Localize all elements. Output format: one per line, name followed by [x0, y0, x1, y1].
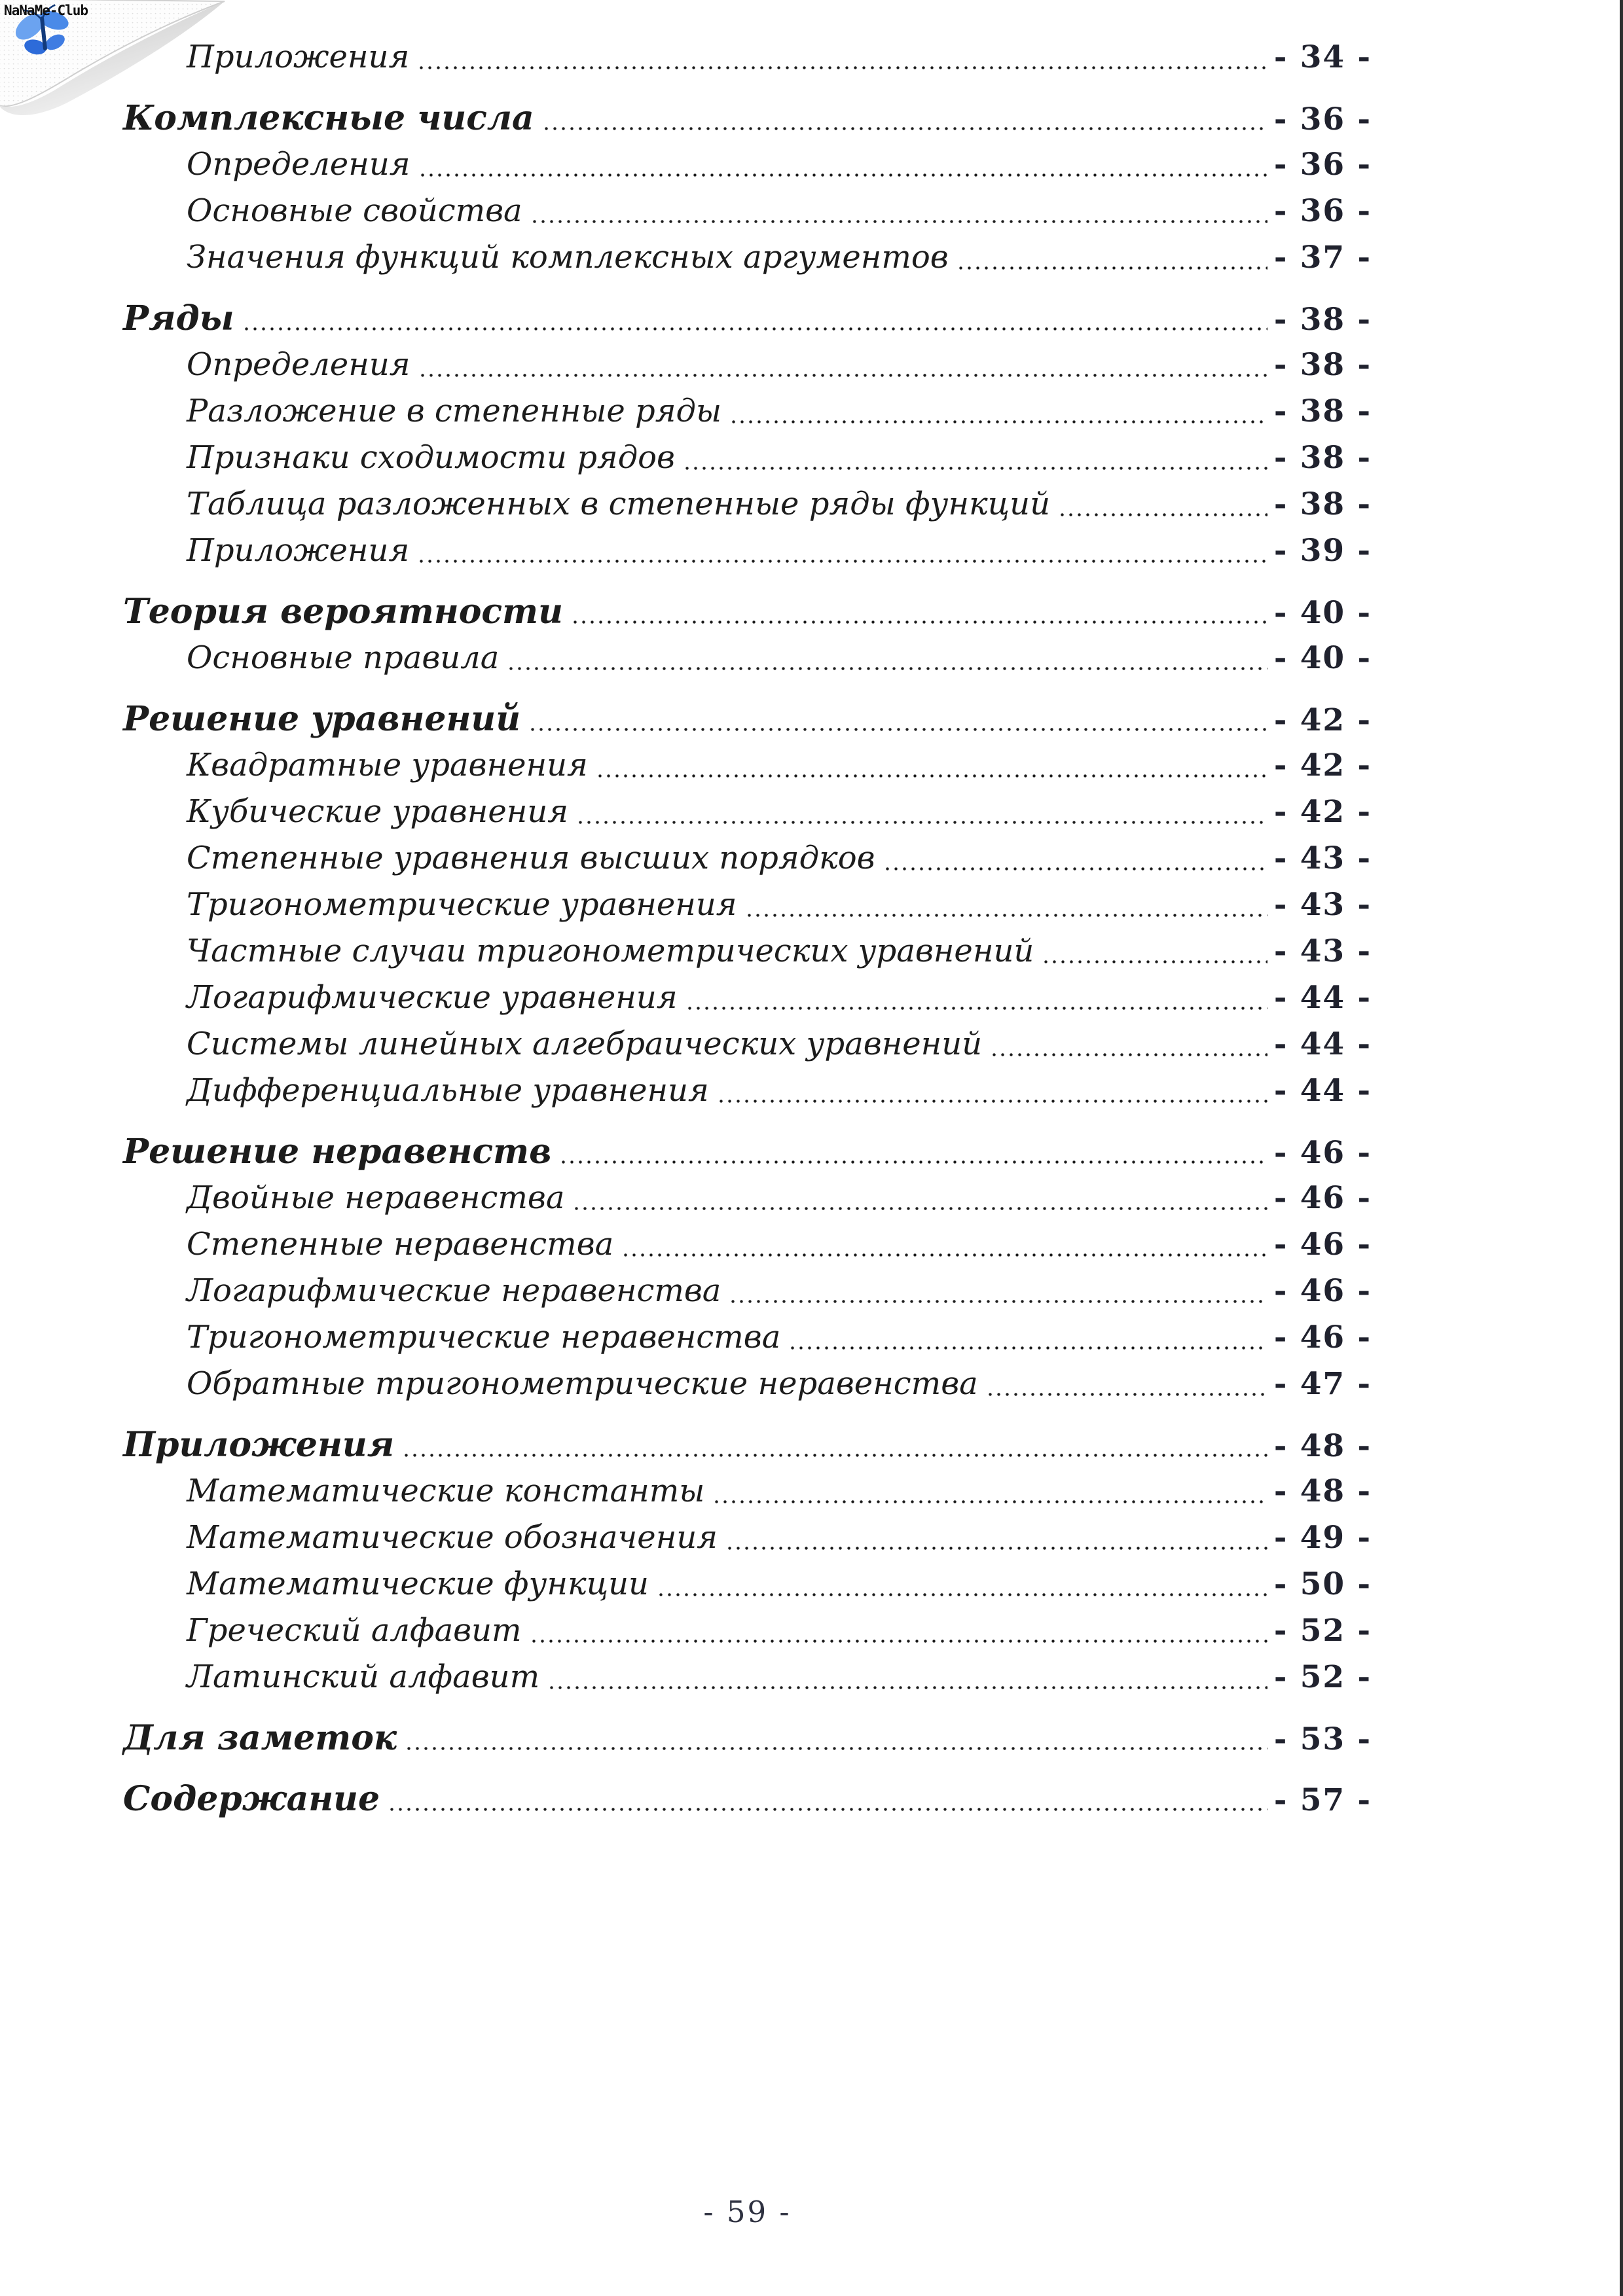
toc-entry[interactable]	[123, 1175, 1372, 1221]
toc-entry-label: Математические обозначения	[187, 1519, 718, 1556]
toc-entry[interactable]	[123, 34, 1372, 81]
toc-entry[interactable]	[123, 1268, 1372, 1314]
toc-entry[interactable]	[123, 1561, 1372, 1607]
toc-entry-page-number: - 46 -	[1273, 1227, 1372, 1263]
dot-leader	[725, 1547, 1267, 1550]
toc-entry-page-number: - 38 -	[1273, 393, 1372, 429]
toc-entry-label: Определения	[187, 346, 410, 383]
dot-leader	[507, 667, 1267, 670]
dot-leader	[729, 420, 1267, 423]
toc-entry-label: Содержание	[123, 1779, 380, 1819]
toc-entry-label: Частные случаи тригонометрических уравнений	[187, 933, 1034, 969]
toc-entry-label: Квадратные уравнения	[187, 747, 588, 783]
toc-entry-label: Дифференциальные уравнения	[187, 1072, 709, 1109]
dot-leader	[530, 220, 1267, 223]
table-of-contents	[123, 34, 1372, 1822]
toc-entry-label: Приложения	[123, 1425, 395, 1465]
dot-leader	[788, 1346, 1267, 1350]
toc-entry-page-number: - 44 -	[1273, 1026, 1372, 1062]
dot-leader	[957, 266, 1267, 270]
toc-entry-page-number: - 48 -	[1273, 1428, 1372, 1464]
toc-entry-page-number: - 49 -	[1273, 1520, 1372, 1556]
toc-entry-label: Ряды	[123, 298, 234, 338]
toc-entry-label: Приложения	[187, 532, 410, 569]
toc-entry-label: Значения функций комплексных аргументов	[187, 239, 949, 276]
scan-edge	[1620, 0, 1623, 2296]
toc-entry[interactable]	[123, 1715, 1372, 1761]
toc-entry-label: Степенные уравнения высших порядков	[187, 840, 875, 876]
toc-entry-label: Логарифмические уравнения	[187, 979, 678, 1016]
dot-leader	[717, 1100, 1267, 1103]
dot-leader	[576, 821, 1267, 824]
toc-entry[interactable]	[123, 188, 1372, 234]
toc-entry-label: Системы линейных алгебраических уравнений	[187, 1026, 983, 1062]
dot-leader	[712, 1500, 1267, 1503]
toc-entry-page-number: - 38 -	[1273, 486, 1372, 522]
toc-entry[interactable]	[123, 1654, 1372, 1700]
toc-entry[interactable]	[123, 928, 1372, 975]
toc-entry-page-number: - 47 -	[1273, 1366, 1372, 1402]
toc-entry-page-number: - 46 -	[1273, 1135, 1372, 1171]
toc-entry-page-number: - 57 -	[1273, 1782, 1372, 1818]
toc-entry-page-number: - 36 -	[1273, 101, 1372, 137]
toc-entry-page-number: - 46 -	[1273, 1180, 1372, 1216]
dot-leader	[683, 467, 1267, 470]
toc-entry[interactable]	[123, 342, 1372, 388]
toc-entry-label: Решение уравнений	[123, 699, 521, 739]
toc-entry-label: Логарифмические неравенства	[187, 1272, 721, 1309]
toc-entry-label: Признаки сходимости рядов	[187, 439, 675, 476]
toc-entry-label: Обратные тригонометрические неравенства	[187, 1365, 978, 1402]
toc-entry-label: Таблица разложенных в степенные ряды функций	[187, 486, 1050, 522]
toc-entry[interactable]	[123, 882, 1372, 928]
toc-entry-label: Тригонометрические уравнения	[187, 886, 737, 923]
watermark-label: NaNaMe-Club	[4, 3, 88, 18]
toc-entry[interactable]	[123, 1515, 1372, 1561]
dot-leader	[621, 1253, 1267, 1257]
toc-entry-label: Теория вероятности	[123, 592, 563, 632]
toc-entry[interactable]	[123, 1221, 1372, 1268]
toc-entry-page-number: - 36 -	[1273, 147, 1372, 183]
toc-entry[interactable]	[123, 789, 1372, 835]
toc-entry-page-number: - 52 -	[1273, 1613, 1372, 1649]
toc-entry[interactable]	[123, 1067, 1372, 1114]
toc-entry-label: Определения	[187, 146, 410, 183]
toc-entry[interactable]	[123, 742, 1372, 789]
toc-entry-label: Греческий алфавит	[187, 1612, 522, 1649]
toc-entry-label: Основные свойства	[187, 192, 522, 229]
dot-leader	[596, 774, 1267, 778]
toc-entry[interactable]	[123, 588, 1372, 635]
toc-entry-page-number: - 38 -	[1273, 347, 1372, 383]
toc-entry-page-number: - 48 -	[1273, 1473, 1372, 1509]
toc-entry-page-number: - 40 -	[1273, 595, 1372, 631]
toc-entry-page-number: - 38 -	[1273, 440, 1372, 476]
toc-entry[interactable]	[123, 528, 1372, 574]
dot-leader	[417, 560, 1267, 563]
toc-entry[interactable]	[123, 95, 1372, 141]
toc-entry[interactable]	[123, 635, 1372, 681]
toc-entry[interactable]	[123, 295, 1372, 342]
toc-entry[interactable]	[123, 975, 1372, 1021]
toc-entry-page-number: - 53 -	[1273, 1721, 1372, 1757]
toc-entry[interactable]	[123, 1607, 1372, 1654]
toc-entry-page-number: - 44 -	[1273, 980, 1372, 1016]
toc-entry-page-number: - 38 -	[1273, 302, 1372, 338]
toc-entry[interactable]	[123, 1314, 1372, 1361]
dot-leader	[1042, 960, 1267, 963]
toc-entry-page-number: - 43 -	[1273, 887, 1372, 923]
dot-leader	[883, 867, 1267, 870]
toc-entry[interactable]	[123, 435, 1372, 481]
dot-leader	[388, 1808, 1267, 1811]
toc-entry-label: Двойные неравенства	[187, 1179, 565, 1216]
dot-leader	[685, 1007, 1267, 1010]
dot-leader	[572, 1207, 1267, 1210]
dot-leader	[990, 1053, 1267, 1056]
dot-leader	[729, 1300, 1267, 1303]
toc-entry[interactable]	[123, 1021, 1372, 1067]
dot-leader	[418, 173, 1267, 177]
toc-entry[interactable]	[123, 1776, 1372, 1822]
toc-entry[interactable]	[123, 141, 1372, 188]
toc-entry[interactable]	[123, 696, 1372, 742]
dot-leader	[242, 327, 1267, 331]
toc-entry-label: Комплексные числа	[123, 98, 534, 138]
toc-entry[interactable]	[123, 1361, 1372, 1407]
page-number: - 59 -	[703, 2195, 792, 2229]
toc-entry-page-number: - 43 -	[1273, 933, 1372, 969]
dot-leader	[657, 1593, 1267, 1596]
toc-entry-page-number: - 43 -	[1273, 840, 1372, 876]
dot-leader	[559, 1160, 1267, 1164]
toc-entry[interactable]	[123, 481, 1372, 528]
toc-entry-page-number: - 46 -	[1273, 1319, 1372, 1355]
toc-entry-label: Математические константы	[187, 1473, 705, 1509]
dot-leader	[530, 1640, 1267, 1643]
toc-entry-label: Для заметок	[123, 1718, 397, 1758]
toc-entry-label: Кубические уравнения	[187, 793, 569, 830]
dot-leader	[417, 66, 1267, 69]
toc-entry-label: Степенные неравенства	[187, 1226, 614, 1263]
toc-entry-page-number: - 42 -	[1273, 747, 1372, 783]
toc-entry[interactable]	[123, 234, 1372, 281]
toc-entry-page-number: - 39 -	[1273, 533, 1372, 569]
toc-entry-label: Тригонометрические неравенства	[187, 1319, 781, 1355]
toc-entry-page-number: - 50 -	[1273, 1566, 1372, 1602]
dot-leader	[547, 1686, 1267, 1689]
toc-entry-page-number: - 44 -	[1273, 1073, 1372, 1109]
toc-entry-page-number: - 37 -	[1273, 240, 1372, 276]
toc-entry[interactable]	[123, 1468, 1372, 1515]
dot-leader	[418, 374, 1267, 377]
toc-entry-label: Приложения	[187, 39, 410, 75]
toc-entry-label: Решение неравенств	[123, 1132, 552, 1172]
dot-leader	[405, 1747, 1267, 1750]
toc-entry-page-number: - 34 -	[1273, 39, 1372, 75]
toc-entry-label: Разложение в степенные ряды	[187, 393, 722, 429]
toc-entry[interactable]	[123, 1128, 1372, 1175]
dot-leader	[402, 1454, 1267, 1457]
dot-leader	[1058, 513, 1267, 516]
dot-leader	[528, 728, 1267, 731]
toc-entry-label: Латинский алфавит	[187, 1659, 540, 1695]
toc-entry[interactable]	[123, 388, 1372, 435]
toc-entry-page-number: - 42 -	[1273, 702, 1372, 738]
toc-entry-page-number: - 42 -	[1273, 794, 1372, 830]
toc-entry-label: Основные правила	[187, 639, 500, 676]
toc-entry-page-number: - 36 -	[1273, 193, 1372, 229]
toc-entry-page-number: - 52 -	[1273, 1659, 1372, 1695]
toc-entry[interactable]	[123, 1422, 1372, 1468]
dot-leader	[571, 620, 1267, 624]
toc-entry[interactable]	[123, 835, 1372, 882]
toc-entry-label: Математические функции	[187, 1566, 649, 1602]
toc-entry-page-number: - 40 -	[1273, 640, 1372, 676]
toc-entry-page-number: - 46 -	[1273, 1273, 1372, 1309]
dot-leader	[745, 914, 1267, 917]
dot-leader	[542, 127, 1267, 130]
dot-leader	[986, 1393, 1267, 1396]
